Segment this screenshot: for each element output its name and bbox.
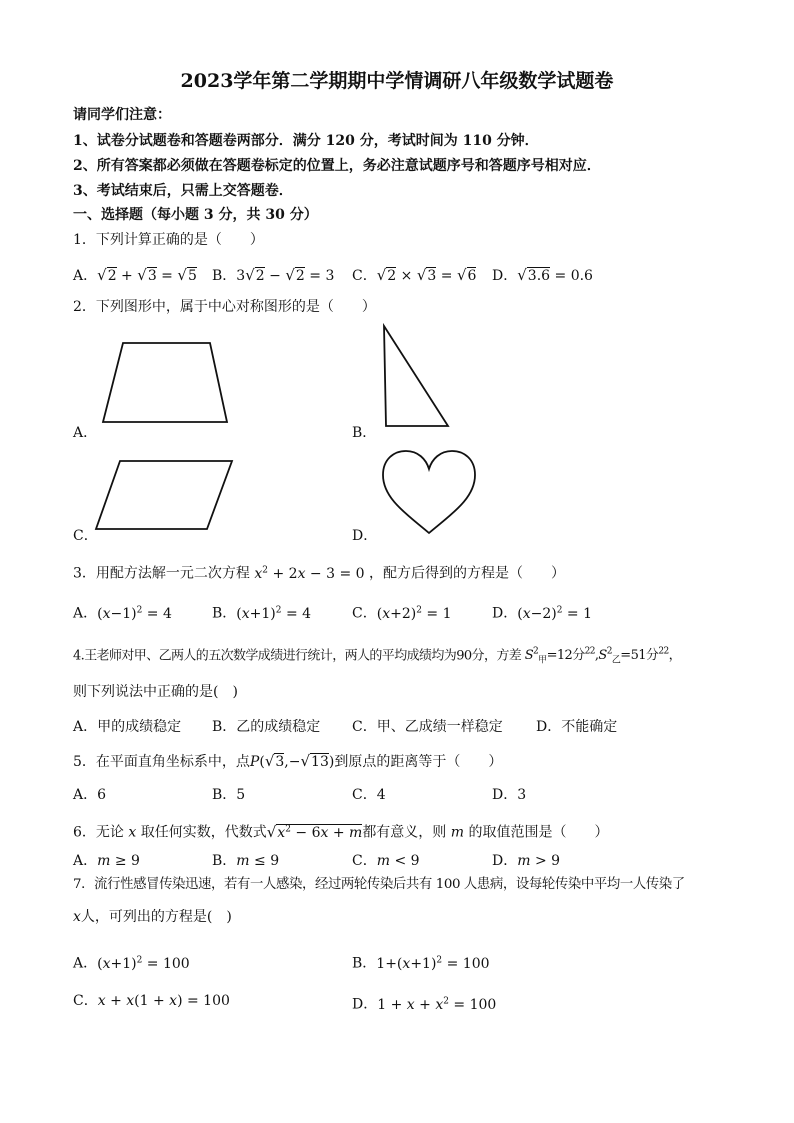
notice-item-1: 1、试卷分试题卷和答题卷两部分．满分 120 分，考试时间为 110 分钟．	[73, 133, 539, 149]
q7-option-c-label: C．	[73, 993, 98, 1009]
q7-option-b: B．$1+(x+1)^2 = 100$	[352, 955, 490, 972]
q1-option-c-label: C．	[352, 268, 377, 284]
notice-item-2: 2、所有答案都必须做在答题卷标定的位置上，务必注意试题序号和答题序号相对应．	[73, 158, 601, 174]
q1-option-d-label: D．	[492, 268, 518, 284]
q4-option-a: A．甲的成绩稳定	[73, 719, 182, 735]
q5-option-a: A．6	[73, 787, 107, 803]
q7-stem: 7．流行性感冒传染迅速，若有一人感染，经过两轮传染后共有 100 人患病，设每轮传染中平均一人传染了	[73, 877, 685, 892]
q4-line2: 则下列说法中正确的是( )	[73, 684, 238, 700]
q2-stem: 2．下列图形中，属于中心对称图形的是（ ）	[73, 299, 376, 315]
q1-option-a: A．√2 + √3 = √5	[73, 266, 197, 284]
q5-stem-post: 到原点的距离等于（ ）	[334, 754, 503, 770]
q3-option-c-label: C．	[352, 605, 377, 622]
q6-stem: 6．无论 x 取任何实数，代数式$√x^2 - 6x + m$都有意义，则 m 的取值范围是（ ）	[73, 822, 609, 841]
q2-option-d: D．	[352, 528, 378, 544]
q2-option-c: C．	[73, 528, 98, 544]
q6-stem-mid: 取任何实数，代数式	[140, 824, 267, 841]
q7-option-d: D．$1 + x + x^2 = 100$	[352, 996, 497, 1013]
q3-option-a-label: A．	[73, 605, 98, 622]
q7-line2-post: 人，可列出的方程是( )	[80, 909, 232, 925]
q5-option-b: B．5	[212, 787, 246, 803]
page-title: 2023学年第二学期期中学情调研八年级数学试题卷	[180, 70, 614, 92]
q4-option-b: B．乙的成绩稳定	[212, 719, 321, 735]
q6-option-c-label: C．	[352, 853, 377, 869]
q1-stem: 1．下列计算正确的是（ ）	[73, 232, 264, 248]
q4-option-c: C．甲、乙成绩一样稳定	[352, 719, 503, 735]
q2-option-a: A．	[73, 425, 98, 441]
q6-option-b: B．m ≤ 9	[212, 853, 280, 869]
q3-option-a: A．$(x-1)^2 = 4$	[73, 605, 172, 622]
q6-option-a: A．m ≥ 9	[73, 853, 140, 869]
q7-option-a: A．$(x+1)^2 = 100$	[73, 955, 190, 972]
q5-option-c: C．4	[352, 787, 386, 803]
q3-option-c: C．$(x+2)^2 = 1$	[352, 605, 452, 622]
q3-stem-pre: 3．用配方法解一元二次方程	[73, 565, 250, 582]
q1-option-d: D．√3.6 = 0.6	[492, 266, 593, 284]
q6-stem-post: 的取值范围是（ ）	[468, 824, 609, 841]
section-heading: 一、选择题（每小题 3 分，共 30 分）	[73, 207, 318, 223]
q6-option-d-label: D．	[492, 853, 518, 869]
q6-option-a-label: A．	[73, 853, 98, 869]
q3-stem: 3．用配方法解一元二次方程 $x^2 + 2x - 3 = 0$ ，配方后得到的方程是（ ）	[73, 565, 565, 582]
notice-item-3: 3、考试结束后，只需上交答题卷．	[73, 183, 293, 199]
q4-stem-pre: 4.王老师对甲、乙两人的五次数学成绩进行统计，两人的平均成绩均为90分，方差	[73, 648, 522, 664]
q7-option-b-label: B．	[352, 955, 377, 972]
q5-stem-pre: 5．在平面直角坐标系中，点	[73, 754, 250, 770]
parallelogram-figure	[90, 455, 240, 535]
q2-option-b: B．	[352, 425, 377, 441]
trapezoid-figure	[95, 335, 245, 430]
q1-option-b: B．3√2 − √2 = 3	[212, 266, 335, 284]
q6-option-c: C．m < 9	[352, 853, 420, 869]
q7-option-c: C．x + x(1 + x) = 100	[73, 993, 230, 1009]
q7-option-a-label: A．	[73, 955, 98, 972]
q1-option-c: C．√2 × √3 = √6	[352, 266, 477, 284]
q4-stem: 4.王老师对甲、乙两人的五次数学成绩进行统计，两人的平均成绩均为90分，方差 $S^2_甲=12$分$^{22},S^2_乙=51$分$^{22}$，	[73, 647, 681, 666]
q1-option-b-label: B．	[212, 268, 237, 284]
q3-option-b: B．$(x+1)^2 = 4$	[212, 605, 312, 622]
q6-option-b-label: B．	[212, 853, 237, 869]
q3-option-d-label: D．	[492, 605, 518, 622]
q7-line2: x人，可列出的方程是( )	[73, 909, 232, 925]
q5-option-d: D．3	[492, 787, 527, 803]
q3-stem-post: ，配方后得到的方程是（ ）	[369, 565, 565, 582]
notice-heading: 请同学们注意：	[73, 107, 171, 123]
q5-stem: 5．在平面直角坐标系中，点P(√3,−√13)到原点的距离等于（ ）	[73, 752, 503, 770]
q6-stem-mid2: 都有意义，则	[362, 824, 447, 841]
q4-option-d: D．不能确定	[536, 719, 618, 735]
q6-stem-pre: 6．无论	[73, 824, 124, 841]
q7-option-d-label: D．	[352, 996, 378, 1013]
right-triangle-figure	[378, 320, 458, 430]
q6-option-d: D．m > 9	[492, 853, 561, 869]
q1-option-a-label: A．	[73, 268, 98, 284]
q3-option-b-label: B．	[212, 605, 237, 622]
q3-option-d: D．$(x-2)^2 = 1$	[492, 605, 592, 622]
heart-figure	[378, 447, 480, 537]
